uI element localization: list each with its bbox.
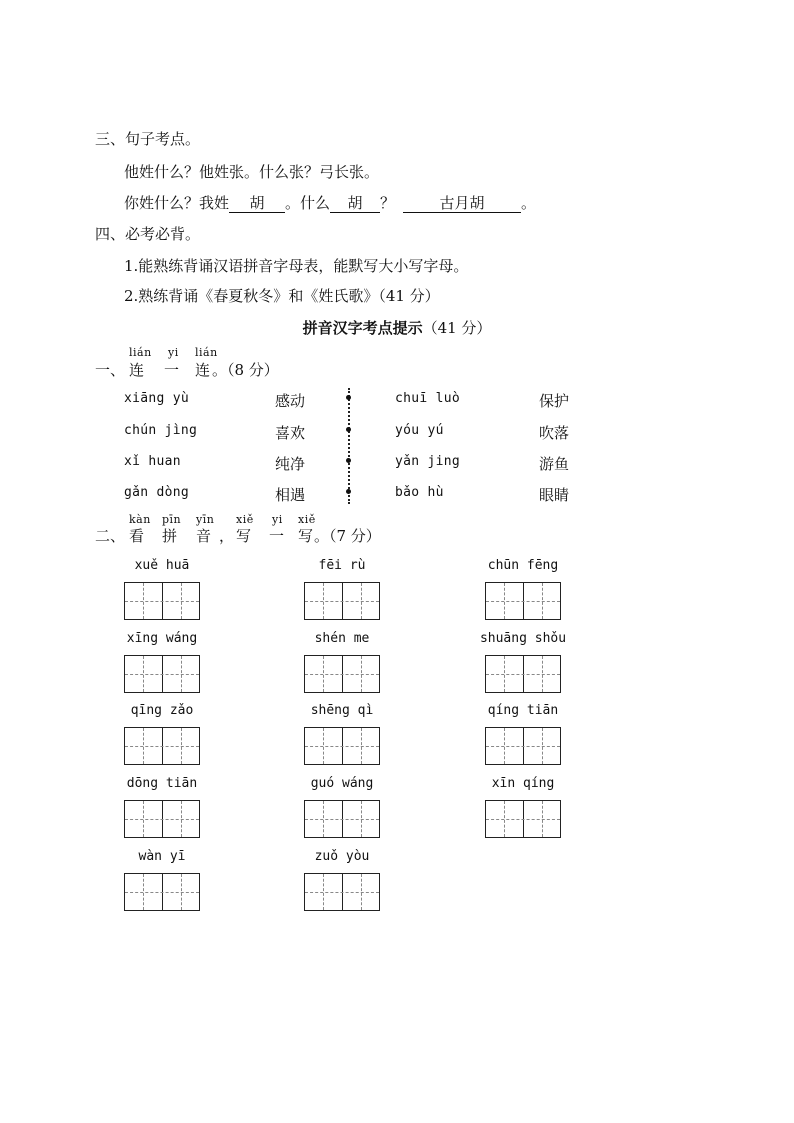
- grid-guide-line: [125, 819, 199, 820]
- part2-word-hanzi: 音: [196, 527, 212, 545]
- writing-box[interactable]: [304, 727, 380, 765]
- exam-title-score: （41 分）: [422, 319, 492, 337]
- section3-line2: [124, 192, 536, 213]
- part2-score: 。（7 分）: [314, 527, 381, 545]
- grid-guide-line: [486, 746, 560, 747]
- match-left-hanzi: 喜欢: [275, 424, 306, 442]
- line2-text-d: 。: [521, 194, 537, 212]
- part1-word-pinyin: lián: [129, 346, 152, 359]
- part2-word-hanzi: 写: [236, 527, 252, 545]
- grid-guide-line: [486, 819, 560, 820]
- writing-box[interactable]: [485, 727, 561, 765]
- grid-guide-line: [125, 746, 199, 747]
- grid-guide-line: [305, 892, 379, 893]
- writing-box[interactable]: [304, 582, 380, 620]
- section4-item1: 1.能熟练背诵汉语拼音字母表，能默写大小写字母。: [124, 257, 469, 275]
- writing-box[interactable]: [485, 655, 561, 693]
- grid-guide-line: [486, 601, 560, 602]
- match-left-pinyin: gǎn dòng: [124, 485, 190, 500]
- part2-comma: ，: [219, 527, 235, 545]
- center-divider: [348, 388, 350, 504]
- writing-box[interactable]: [485, 800, 561, 838]
- match-right-pinyin: yǎn jing: [395, 454, 461, 469]
- writing-box[interactable]: [124, 800, 200, 838]
- part2-word-hanzi: 一: [269, 527, 285, 545]
- part1-word-hanzi: 连: [129, 361, 145, 379]
- part1-word-pinyin: lián: [195, 346, 218, 359]
- part2-word-pinyin: yīn: [196, 513, 215, 526]
- pinyin-prompt: dōng tiān: [126, 776, 198, 791]
- grid-guide-line: [305, 746, 379, 747]
- match-left-hanzi: 纯净: [275, 455, 306, 473]
- part2-word-hanzi: 写: [298, 527, 314, 545]
- grid-guide-line: [305, 674, 379, 675]
- writing-box[interactable]: [124, 727, 200, 765]
- match-right-pinyin: yóu yú: [395, 423, 444, 438]
- part2-word-pinyin: pīn: [162, 513, 182, 526]
- writing-box[interactable]: [124, 582, 200, 620]
- pinyin-prompt: xīng wáng: [126, 631, 198, 646]
- match-right-hanzi: 保护: [539, 392, 570, 410]
- match-right-hanzi: 眼睛: [539, 486, 570, 504]
- match-right-hanzi: 吹落: [539, 424, 570, 442]
- part1-word-hanzi: 一: [164, 361, 180, 379]
- part2-word-hanzi: 拼: [162, 527, 178, 545]
- writing-box[interactable]: [485, 582, 561, 620]
- answer-blank-3: 古月胡: [403, 195, 521, 213]
- grid-guide-line: [125, 892, 199, 893]
- section3-line1: 他姓什么？他姓张。什么张？弓长张。: [124, 163, 380, 181]
- pinyin-prompt: guó wáng: [310, 776, 374, 791]
- pinyin-prompt: xīn qíng: [491, 776, 555, 791]
- match-right-pinyin: chuī luò: [395, 391, 461, 406]
- grid-guide-line: [125, 601, 199, 602]
- part2-word-pinyin: kàn: [129, 513, 151, 526]
- line2-text-c: ？: [380, 194, 396, 212]
- exam-title-main: 拼音汉字考点提示: [302, 319, 423, 337]
- part2-word-pinyin: xiě: [298, 513, 316, 526]
- grid-guide-line: [305, 601, 379, 602]
- answer-blank-2: 胡: [330, 195, 380, 213]
- pinyin-prompt: xuě huā: [134, 558, 190, 573]
- divider-dot: [346, 427, 351, 432]
- pinyin-prompt: wàn yī: [138, 849, 186, 864]
- part2-word-pinyin: yi: [272, 513, 283, 526]
- part1-score: 。（8 分）: [212, 361, 279, 379]
- match-left-hanzi: 感动: [275, 392, 306, 410]
- match-left-hanzi: 相遇: [275, 486, 306, 504]
- match-right-hanzi: 游鱼: [539, 455, 570, 473]
- writing-box[interactable]: [304, 873, 380, 911]
- section4-item2: 2.熟练背诵《春夏秋冬》和《姓氏歌》（41 分）: [124, 287, 440, 305]
- part2-word-hanzi: 看: [129, 527, 145, 545]
- match-left-pinyin: xiāng yù: [124, 391, 190, 406]
- writing-box[interactable]: [304, 655, 380, 693]
- part2-word-pinyin: xiě: [236, 513, 254, 526]
- pinyin-prompt: chūn fēng: [487, 558, 559, 573]
- grid-guide-line: [125, 674, 199, 675]
- part1-word-hanzi: 连: [195, 361, 211, 379]
- section4-heading: 四、必考必背。: [95, 225, 201, 243]
- divider-dot: [346, 458, 351, 463]
- answer-blank-1: 胡: [229, 195, 285, 213]
- pinyin-prompt: zuǒ yòu: [314, 849, 370, 864]
- writing-box[interactable]: [124, 873, 200, 911]
- part2-prefix: 二、: [95, 527, 126, 545]
- section3-heading: 三、句子考点。: [95, 130, 201, 148]
- line2-text-a: 你姓什么？我姓: [124, 194, 230, 212]
- grid-guide-line: [305, 819, 379, 820]
- writing-box[interactable]: [124, 655, 200, 693]
- writing-box[interactable]: [304, 800, 380, 838]
- exam-title: [0, 317, 794, 338]
- divider-dot: [346, 395, 351, 400]
- pinyin-prompt: fēi rù: [318, 558, 366, 573]
- grid-guide-line: [486, 674, 560, 675]
- match-left-pinyin: xǐ huan: [124, 454, 181, 469]
- pinyin-prompt: qīng zǎo: [130, 703, 194, 718]
- match-right-pinyin: bǎo hù: [395, 485, 444, 500]
- pinyin-prompt: shēng qì: [310, 703, 374, 718]
- line2-text-b: 。什么: [285, 194, 331, 212]
- pinyin-prompt: qíng tiān: [487, 703, 559, 718]
- part1-word-pinyin: yi: [168, 346, 179, 359]
- divider-dot: [346, 489, 351, 494]
- part1-prefix: 一、: [95, 361, 126, 379]
- pinyin-prompt: shén me: [314, 631, 370, 646]
- match-left-pinyin: chún jìng: [124, 423, 198, 438]
- pinyin-prompt: shuāng shǒu: [479, 631, 567, 646]
